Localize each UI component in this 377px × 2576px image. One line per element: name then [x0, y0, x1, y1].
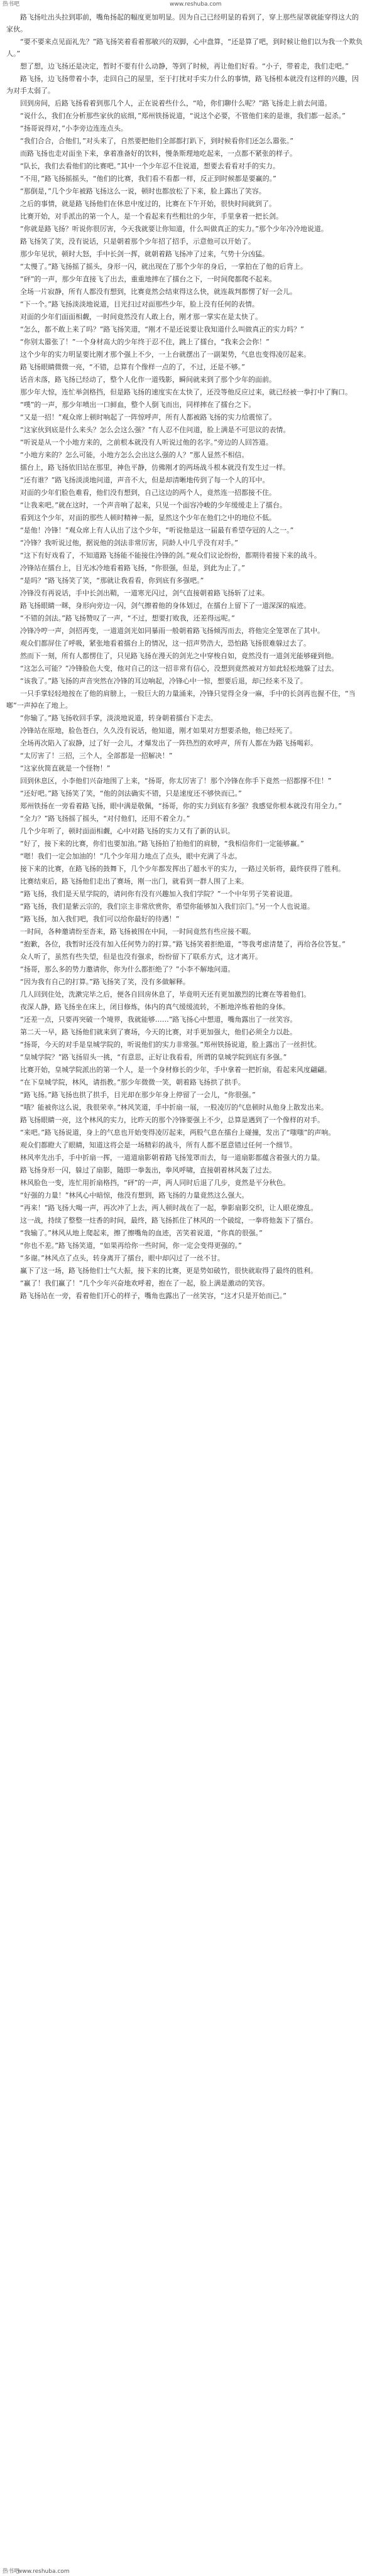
story-paragraph: 林风脸色一变，连忙用折扇格挡，“砰”的一声，两人同时后退了几步，竟然是平分秋色。 — [20, 1179, 290, 1187]
story-paragraph: “太慢了。”路飞扬摇了摇头，身形一闪，就出现在了那个少年的身后，一掌拍在了他的后背上。 — [20, 262, 307, 271]
footer-site-name: 热书吧 — [3, 2568, 20, 2575]
story-paragraph: 路飞扬，边飞扬带着小李，走回自己的屋里，至于打扰对手实力什么的事情，路飞扬根本就没有这样的兴趣，因为对手太弱了。 — [6, 75, 359, 95]
story-paragraph: “路飞扬，我们是天星学院的，请问你有没有兴趣加入我们学院？”一个中年男子笑着说道。 — [20, 890, 297, 898]
story-paragraph: 回到休息区，小李他们兴奋地围了上来，“扬哥，你太厉害了！那个冷锋在你手下竟然一招都撑不住！” — [20, 777, 332, 785]
story-paragraph: 冷锋站在擂台上，目光冰冷地看着路飞扬，“你很强，但是，到此为止了。” — [20, 564, 245, 572]
story-paragraph: “冷锋？我听说过他，据说他的剑法非常厉害，同龄人中几乎没有对手。” — [20, 539, 238, 547]
story-paragraph: 冷锋冷哼一声，剑招再变，一道道剑光如同暴雨一般朝着路飞扬倾泻而去，将他完全笼罩在了其中。 — [20, 627, 324, 635]
story-paragraph: “噗”的一声，那少年喷出一口鲜血，整个人倒飞而出，同样摔在了擂台之下。 — [20, 401, 256, 409]
story-paragraph: “路飞扬，我们是紫云宗的，我们宗主非常欣赏你，希望你能够加入我们宗门。”另一个人也说道。 — [20, 902, 314, 911]
story-paragraph: “我们合合，合他们，”对头来了，自然要把他们全部都打趴下，到时候看你们还怎么嚣张。” — [20, 137, 294, 145]
story-paragraph: 那少年大惊，连忙举剑格挡，但是路飞扬的速度实在太快了，还没等他反应过来，就已经被一拳打中了胸口。 — [20, 388, 352, 396]
story-paragraph: 全场一片寂静，所有人都没有想到，比赛竟然会结束得这么快，就连裁判都愣了好一会儿。 — [20, 288, 297, 296]
story-paragraph: “哦？能被你这么说，我很荣幸。”林风笑道，手中折扇一展，一股凌厉的气息顿时从他身上散发出来。 — [20, 1103, 328, 1112]
story-paragraph: 这个少年的实力明显要比刚才那个强上不少，一上台就摆出了一副架势，气息也变得凌厉起来。 — [20, 350, 310, 359]
story-paragraph: 几个少年听了，顿时面面相觑，心中对路飞扬的实力又有了新的认识。 — [20, 827, 234, 835]
story-paragraph: 之后的事情，就是路飞扬他们在休息中度过的，比赛在下午开始，很快时间就到了。 — [20, 200, 276, 208]
story-paragraph: 话音未落，路飞扬已经动了，整个人化作一道残影，瞬间就来到了那个少年的面前。 — [20, 376, 276, 384]
story-paragraph: “路飞扬。”路飞扬也拱了拱手，目光却在那少年身上停留了一会儿，“你很强。” — [20, 1091, 256, 1099]
story-paragraph: “在下皇城学院，林风，请指教。”那少年微微一笑，朝着路飞扬拱了拱手。 — [20, 1078, 245, 1086]
story-paragraph: 而路飞扬也走对面坐下来，拿着准备好的饮料，慢条斯理地吃起来，一点都不紧张的样子。 — [20, 149, 297, 158]
story-paragraph: “这家伙到底是什么来头？怎么会这么强？”有人忍不住问道，脸上满是不可思议的表情。 — [20, 426, 290, 434]
story-paragraph: “皇城学院？”路飞扬眉头一挑，“有意思，正好让我看看，所谓的皇城学院到底有多强。” — [20, 1053, 287, 1061]
story-paragraph: “还差一点，只要再突破一个境界，我就能够……”路飞扬心中想道，嘴角露出了一丝笑容。 — [20, 1015, 297, 1024]
story-paragraph: 夜深人静，路飞扬坐在床上，闭目修炼，体内的真气缓缓流转，不断地淬炼着他的身体。 — [20, 1003, 290, 1011]
story-paragraph: “那倒是，”几个少年被路飞扬这么一说，顿时也都放松了下来，脸上露出了笑容。 — [20, 187, 266, 195]
site-name: 热书吧 — [3, 1, 20, 8]
story-paragraph: 路飞扬眼睛微微一亮，“不错，总算有个像样一点的了，不过，还是不够。” — [20, 363, 245, 371]
story-paragraph: 那少年见状，顿时大怒，手中长剑一挥，就朝着路飞扬冲了过来，气势十分凶猛。 — [20, 250, 269, 258]
story-paragraph: 冷锋没有再说话，手中长剑出鞘，一道寒光闪过，剑气直接朝着路飞扬斩了过来。 — [20, 589, 269, 597]
story-paragraph: 众人听了，虽然有些失望，但是也没有强求，纷纷留下了联系方式，这才离开。 — [20, 953, 262, 961]
story-paragraph: 想了想，边飞扬还是决定，暂时不要有什么动静，等到了时候，再让他们好看。“小子，带着走，我们走吧。” — [20, 62, 349, 70]
story-paragraph: 路飞扬站在一旁，看着他们开心的样子，嘴角也露出了一丝笑容，“这才只是开始而已。” — [20, 1292, 287, 1300]
story-paragraph: “又是一招！”观众席上顿时响起了一阵惊呼声，所有人都被路飞扬的实力给震惊了。 — [20, 413, 276, 421]
story-paragraph: 林风率先出手，手中折扇一挥，一道道扇影朝着路飞扬笼罩而去，每一道扇影都蕴含着强大的力量。 — [20, 1154, 324, 1162]
story-paragraph: “路飞扬，加入我们吧，我们可以给你最好的待遇！” — [20, 915, 180, 923]
story-paragraph: “嗯！我们一定会加油的！”几个少年用力地点了点头，眼中充满了斗志。 — [20, 852, 242, 860]
story-paragraph: “你也不差。”路飞扬笑道，“如果再给你一些时间，你一定会变得更强的。” — [20, 1242, 242, 1250]
story-paragraph: 全场再次陷入了寂静，过了好一会儿，才爆发出了一阵热烈的欢呼声，所有人都在为路飞扬喝彩。 — [20, 739, 317, 747]
story-paragraph: 路飞扬眼睛一亮，这个林风的实力，比昨天的那个冷锋要强上不少，总算是遇到了一个像样的对手。 — [20, 1116, 324, 1124]
story-paragraph: “小地方来的？怎么可能，小地方怎么会出这么强的人？”那人显然不相信。 — [20, 451, 249, 459]
story-paragraph: “全力？”路飞扬摇了摇头，“对付他们，还用不着全力。” — [20, 814, 190, 823]
story-paragraph: 冷锋站在原地，脸色苍白，久久没有说话，他知道，刚才如果对方想要杀他，他已经死了。 — [20, 727, 297, 735]
story-paragraph: 一只手掌轻轻地按在了他的肩膀上，一股巨大的力量涌来，冷锋只觉得全身一麻，手中的长剑再也握不住，“当啷”一声掉在了地上。 — [6, 690, 356, 710]
story-paragraph: 一时间，各种邀请纷至沓来，路飞扬被围在中间，一时间竟然有些应接不暇。 — [20, 928, 255, 936]
story-paragraph: “这家伙简直就是一个怪物！” — [20, 764, 111, 772]
story-paragraph: “要不要来点见面礼先？”路飞扬笑着看着那敏兴的双脚，心中盘算，“还是算了吧，到时候让他们以为我一个欺负人。” — [6, 38, 363, 58]
story-paragraph: 然而下一刻，所有人都愣住了，只见路飞扬在漫天的剑光之中穿梭自如，竟然没有一道剑光能够碰到他。 — [20, 652, 338, 660]
story-paragraph: “是他！冷锋！”观众席上有人认出了这个少年，“听说他是这一届最有希望夺冠的人之一。” — [20, 526, 294, 534]
story-paragraph: “还好吧。”路飞扬笑了笑，“他的剑法确实不错，只是速度还不够快而已。” — [20, 789, 242, 798]
story-paragraph: “说什么，我们在分析那些家伙的底细，”郑州铁扬说道，“说这个必要，不管他们来的是谁，我们都一起杀。” — [20, 112, 346, 120]
story-paragraph: 第二天一早，路飞扬他们就来到了赛场，今天的比赛，对手更加强大，他们必须全力以赴。 — [20, 1028, 297, 1036]
story-paragraph: “怎么，都不敢上来了吗？”路飞扬笑道，“刚才不是还说要让我知道什么叫做真正的实力吗？” — [20, 325, 304, 333]
story-paragraph: “抱歉，各位，我暂时还没有加入任何势力的打算。”路飞扬笑着拒绝道，“等我考虑清楚了，再给各位答复。” — [20, 940, 346, 948]
story-paragraph: “这怎么可能？”冷锋脸色大变，他对自己的这一招非常有信心，没想到竟然被对方如此轻松地躲了过去。 — [20, 664, 339, 673]
story-paragraph: “你就是路飞扬？听说你很厉害，今天我就要让你知道，什么叫做真正的实力。”那个少年冷冷地说道。 — [20, 225, 328, 233]
story-paragraph: 看到这个少年，对面的那些人顿时精神一振，显然这个少年在他们之中的地位不低。 — [20, 514, 276, 522]
story-paragraph: 路飞扬眼睛一眯，身形向旁边一闪，剑气擦着他的身体划过，在擂台上留下了一道深深的痕迹。 — [20, 602, 310, 610]
story-paragraph: “这下有好戏看了，不知道路飞扬能不能接住冷锋的剑。”观众们议论纷纷，都期待着接下来的战斗。 — [20, 551, 321, 560]
story-paragraph: “不用，”路飞扬摇摇头，“他们的比赛，我们看不看都一样，反正到时候都是要赢的。” — [20, 175, 276, 183]
story-paragraph: “砰”的一声，那少年直接飞了出去，重重地摔在了擂台之下，一时间爬都爬不起来。 — [20, 275, 276, 283]
story-paragraph: 几人回到住处，洗漱完毕之后，便各自回房休息了，毕竟明天还有更加激烈的比赛在等着他们。 — [20, 990, 310, 998]
story-paragraph: “队长，我们去看他们的比赛吧。”其中一个少年忍不住说道，想要去看看对手的实力。 — [20, 162, 280, 170]
story-paragraph: “还有谁？”路飞扬淡淡地问道，声音不大，但是却清晰地传到了每一个人的耳中。 — [20, 476, 270, 484]
article-body — [6, 11, 364, 2560]
story-paragraph: “扬哥说得对，”小李旁边连连点头。 — [20, 124, 128, 133]
story-paragraph: “再来！”路飞扬大喝一声，再次冲了上去，两人顿时战在了一起，拳影扇影交织，让人眼花缭乱。 — [20, 1204, 318, 1212]
story-paragraph: 比赛结束后，路飞扬他们走出了赛场，刚一出门，就看到一群人围了上来。 — [20, 877, 248, 885]
story-paragraph: “让我来吧。”就在这时，一个声音响了起来，只见一个面容冷峻的少年缓缓走上了擂台。 — [20, 501, 287, 509]
story-paragraph: 比赛开始，对手派出的第一个人，是一个看起来有些粗壮的少年，手里拿着一把长剑。 — [20, 212, 283, 220]
story-paragraph: 比赛开始，皇城学院派出的第一个人，是一个身材修长的少年，手中拿着一把折扇，看起来风度翩翩。 — [20, 1066, 331, 1074]
story-paragraph: 路飞扬吐出头拉到耶前，嘴角扬起的幅度更加明显。因为自己已经明显的看到了，穿上那些屋罩就能穿得这大的家伙。 — [6, 13, 359, 33]
site-url-link[interactable]: www.reshuba.com — [170, 1, 222, 8]
story-paragraph: “好了，接下来的比赛，你们也要加油。”路飞扬拍了拍他们的肩膀，“我相信你们一定能够赢。” — [20, 840, 304, 848]
story-paragraph: “下一个。”路飞扬淡淡地说道，目光扫过对面那些少年，脸上没有任何的表情。 — [20, 300, 259, 308]
story-paragraph: “是吗？”路飞扬笑了笑，“那就让我看看，你到底有多强吧。” — [20, 576, 204, 585]
site-footer — [0, 2567, 377, 2576]
story-paragraph: “你别太嚣张了！”一个身材高大的少年终于忍不住，跳上了擂台，“我来会会你！” — [20, 338, 270, 346]
story-paragraph: “好强的力量！”林风心中暗惊，他没有想到，路飞扬的力量竟然这么强大。 — [20, 1191, 249, 1199]
story-paragraph: 郑州铁扬在一旁看着路飞扬，眼中满是敬佩，“扬哥，你的实力到底有多强？我感觉你根本就没有用全力。” — [20, 802, 342, 810]
story-paragraph: 路飞扬笑了笑，没有说话，只是朝着那个少年招了招手，示意他可以开始了。 — [20, 237, 255, 246]
story-paragraph: “该我了。”路飞扬的声音突然在冷锋的耳边响起，冷锋心中一惊，想要后退，却已经来不及了。 — [20, 677, 307, 685]
story-paragraph: 回到房间，后路飞扬看着到那几个人，正在说着些什么，“哈，你们聊什么呢？”路飞扬走上前去问道。 — [20, 99, 332, 107]
site-header — [0, 0, 377, 9]
story-paragraph: “多谢。”林风点了点头，转身离开了擂台，眼中却闪过了一丝不甘。 — [20, 1254, 224, 1262]
story-paragraph: 路飞扬身形一闪，躲过了扇影，随即一拳轰出，拳风呼啸，直接朝着林风轰了过去。 — [20, 1166, 276, 1174]
story-paragraph: 这一战，持续了整整一炷香的时间，最终，路飞扬抓住了林风的一个破绽，一拳将他轰下了擂台。 — [20, 1216, 317, 1225]
story-paragraph: 擂台上，路飞扬依旧站在那里，神色平静，仿佛刚才的两场战斗根本就没有发生过一样。 — [20, 463, 290, 472]
story-paragraph: 对面的少年们面面相觑，一时间竟然没有人敢上台，刚才那一掌实在是太快了。 — [20, 313, 262, 321]
story-paragraph: “扬哥，今天的对手是皇城学院的，听说他们的实力非常强。”郑州铁扬说道，脸上露出了一丝担忧。 — [20, 1041, 321, 1049]
footer-site-url-link[interactable]: www.reshuba.com — [18, 2568, 70, 2575]
story-paragraph: “太厉害了！三招，三个人，全部都是一招解决！” — [20, 752, 173, 760]
story-paragraph: 观众们都瞪大了眼睛，知道这将会是一场精彩的战斗，所有人都不愿意错过任何一个细节。 — [20, 1141, 297, 1149]
story-paragraph: “因为我有自己的打算。”路飞扬笑了笑，没有多做解释。 — [20, 978, 190, 986]
story-paragraph: “我输了。”林风从地上爬起来，擦了擦嘴角的血迹，苦笑着说道，“你真的很强。” — [20, 1229, 263, 1237]
story-paragraph: “来吧。”路飞扬说道，身上的气息也开始变得凌厉起来，两股气息在擂台上碰撞，发出了“嗤嗤”的声响。 — [20, 1128, 336, 1137]
story-paragraph: 接下来的比赛，在路飞扬的鼓舞下，几个少年都发挥出了超水平的实力，一路过关斩将，最终获得了胜利。 — [20, 865, 345, 873]
story-paragraph: “听说是从一个小地方来的，之前根本就没有人听说过他的名字。”旁边的人回答道。 — [20, 438, 273, 446]
story-paragraph: “扬哥，那么多的势力邀请你，你为什么都拒绝了？”小李不解地问道。 — [20, 965, 235, 973]
story-paragraph: 赢下了这一场，路飞扬他们士气大振，接下来的比赛，更是势如破竹，很快就取得了最终的胜利。 — [20, 1267, 317, 1275]
story-paragraph: “你输了。”路飞扬收回手掌，淡淡地说道，转身朝着擂台下走去。 — [20, 714, 217, 722]
story-paragraph: 对面的少年们脸色难看，他们没有想到，自己这边的两个人，竟然连一招都接不住。 — [20, 489, 276, 497]
story-paragraph: “赢了！我们赢了！”几个少年兴奋地欢呼着，抱在了一起，脸上满是激动的笑容。 — [20, 1279, 270, 1287]
story-paragraph: “不错的剑法。”路飞扬赞叹了一声，“不过，想要打败我，还差得远呢。” — [20, 614, 235, 622]
story-paragraph: 观众们都屏住了呼吸，紧张地看着擂台上的情况，这一招声势浩大，恐怕路飞扬很难躲过去了。 — [20, 639, 310, 647]
